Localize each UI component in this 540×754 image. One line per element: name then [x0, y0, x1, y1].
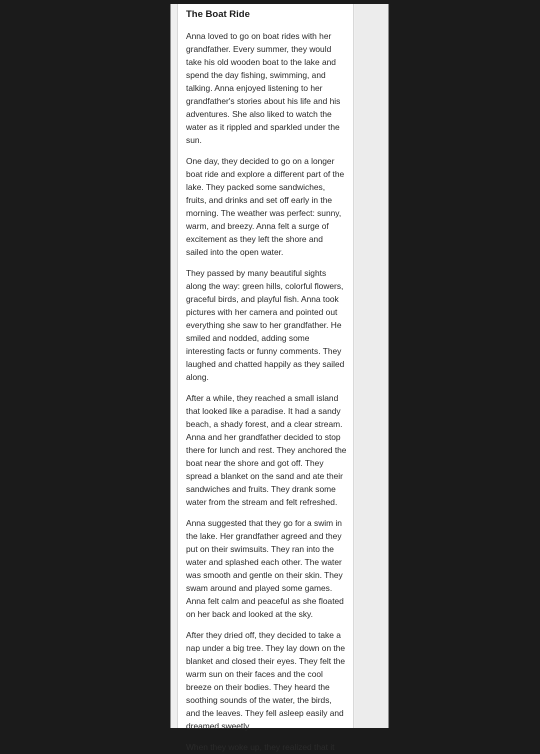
story-paragraph: One day, they decided to go on a longer boat ride and explore a different part of the lake. They packed some sandwiches, fruits, and drinks and set off early in the morning. The weather was perfect: sunny, warm, and breezy. Anna felt a surge of excitement as they left the shore and sailed into the open water.	[186, 156, 345, 257]
story-paragraph: After a while, they reached a small island that looked like a paradise. It had a sandy beach, a shady forest, and a clear stream. Anna and her grandfather decided to stop there for lunch and rest. They anchored the boat near the shore and got off. They spread a blanket on the sand and ate their sandwiches and fruits. They drank some water from the stream and felt refreshed.	[186, 393, 347, 507]
side-margin	[355, 4, 388, 728]
story-paragraph: Anna suggested that they go for a swim in the lake. Her grandfather agreed and they put on their swimsuits. They ran into the water and splashed each other. The water was smooth and gentle on their skin. They swam around and played some games. Anna felt calm and peaceful as she floated on her back and looked at the sky.	[186, 518, 344, 619]
story-title: The Boat Ride	[186, 9, 250, 20]
story-paragraph: When they woke up, they realized that it	[186, 742, 335, 752]
story-paragraph: Anna loved to go on boat rides with her grandfather. Every summer, they would take his old wooden boat to the lake and spend the day fishing, swimming, and talking. Anna enjoyed listening to her grandfather's stories about his life and his adventures. She also liked to watch the water as it rippled and sparkled under the sun.	[186, 31, 341, 145]
story-paragraph: After they dried off, they decided to take a nap under a big tree. They lay down on the blanket and closed their eyes. They felt the warm sun on their faces and the cool breeze on their bodies. They heard the soothing sounds of the water, the birds, and the leaves. They fell asleep easily and dreamed sweetly.	[186, 630, 346, 731]
document-viewer	[170, 4, 389, 752]
document-page[interactable]	[177, 4, 354, 752]
story-paragraph: They passed by many beautiful sights along the way: green hills, colorful flowers, graceful birds, and playful fish. Anna took pictures with her camera and pointed out everything she saw to her grandfather. He smiled and nodded, adding some interesting facts or funny comments. They laughed and chatted happily as they sailed along.	[186, 268, 345, 382]
